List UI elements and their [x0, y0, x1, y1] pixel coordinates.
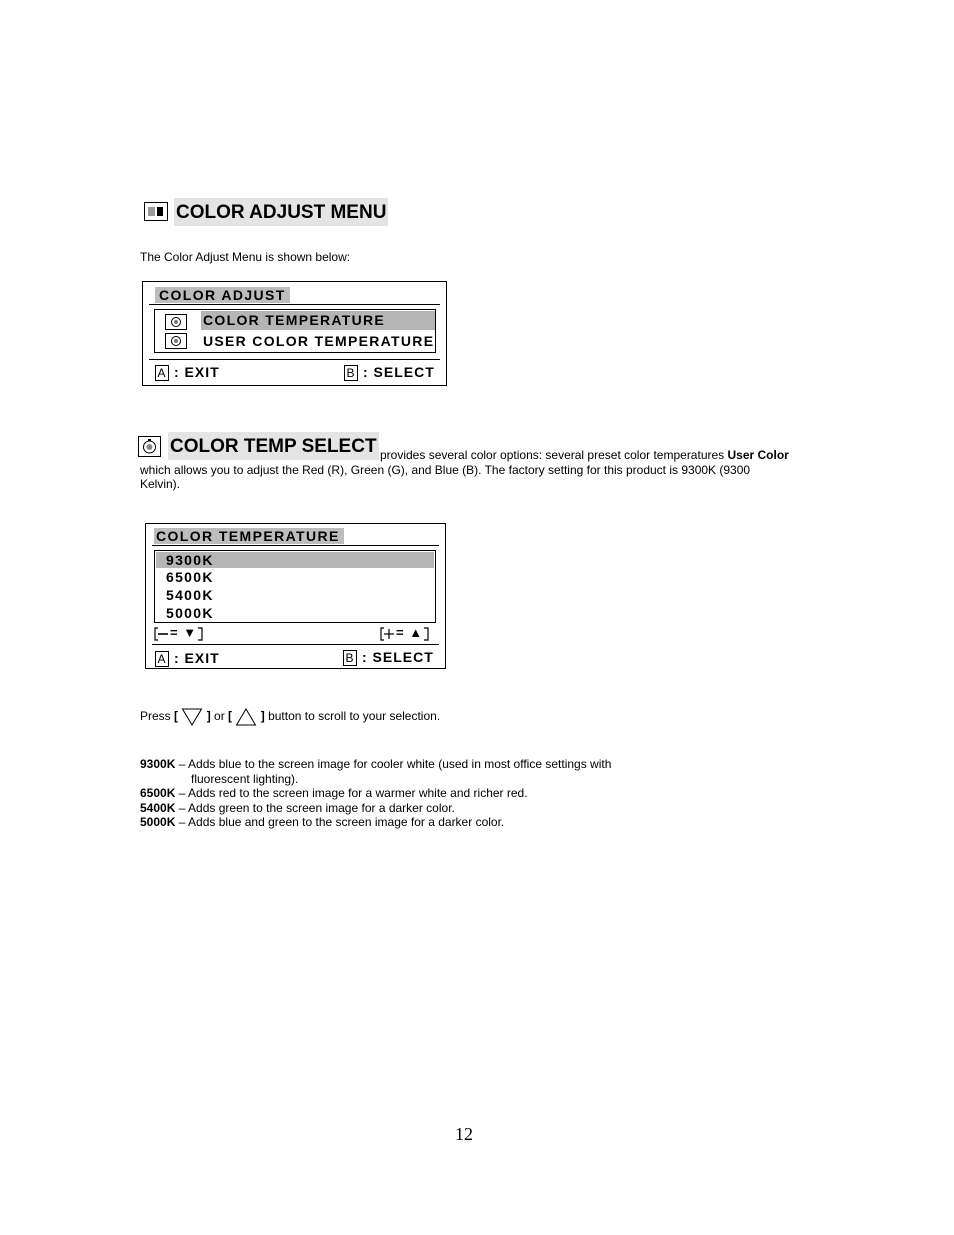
key-a: A [155, 651, 169, 667]
term: 5000K [140, 815, 176, 829]
option-label: 5000K [166, 605, 214, 621]
key-b: B [343, 650, 357, 666]
section-heading-color-adjust: COLOR ADJUST MENU [174, 198, 388, 226]
option-label: 6500K [166, 569, 214, 585]
plus-hint-label: = ▲ [396, 625, 424, 640]
select-label: : SELECT [363, 364, 435, 380]
bracket: ] [206, 709, 211, 723]
color-adjust-icon [144, 202, 168, 221]
section-heading-color-temp-select: COLOR TEMP SELECT [168, 432, 379, 460]
menu-item-user-color-temperature[interactable] [201, 332, 434, 351]
option-6500k[interactable] [166, 569, 214, 585]
description: – Adds green to the screen image for a darker color. [175, 800, 455, 815]
key-a: A [155, 365, 169, 381]
exit-label: : EXIT [174, 650, 220, 666]
description: – Adds red to the screen image for a warmer white and richer red. [175, 786, 528, 800]
osd-title: COLOR TEMPERATURE [154, 528, 344, 544]
press-text: or [210, 709, 229, 723]
select-hint[interactable] [344, 364, 435, 381]
key-b: B [344, 365, 358, 381]
bracket: [ [174, 709, 179, 723]
option-label: 9300K [166, 552, 214, 568]
exit-label: : EXIT [174, 364, 220, 380]
color-temp-paragraph [140, 448, 790, 492]
osd-color-adjust [142, 281, 447, 386]
bracket-close-icon [423, 627, 429, 641]
press-instruction [140, 705, 440, 727]
minus-key-icon [154, 627, 170, 641]
term: 9300K [140, 757, 176, 771]
divider [149, 359, 440, 360]
press-text: button to scroll to your selection. [264, 709, 441, 723]
up-triangle-icon [235, 707, 257, 727]
divider [152, 644, 439, 645]
option-9300k[interactable] [156, 552, 434, 568]
paragraph-text: provides several color options: several preset color temperatures [380, 448, 728, 462]
user-color-icon [165, 333, 187, 349]
list-item [140, 815, 760, 830]
description-list [140, 757, 760, 830]
page-number: 12 [455, 1124, 473, 1144]
osd-item-list [154, 309, 436, 353]
minus-hint[interactable] [154, 625, 203, 641]
osd-title: COLOR ADJUST [155, 287, 290, 303]
exit-hint[interactable] [155, 650, 220, 667]
list-item [140, 757, 760, 772]
divider [149, 304, 440, 305]
paragraph-text: which allows you to adjust the Red (R), Green (G), and Blue (B). The factory setting for this product is 9300K (9300 Kelvin). [140, 462, 751, 491]
term: 6500K [140, 786, 176, 800]
description: – Adds blue to the screen image for cooler white (used in most office settings with [175, 757, 612, 771]
intro-text: The Color Adjust Menu is shown below: [140, 250, 351, 264]
term: 5400K [140, 800, 176, 815]
select-label: : SELECT [362, 649, 434, 665]
down-triangle-icon [181, 707, 203, 727]
press-text: Press [140, 709, 175, 723]
select-hint[interactable] [343, 649, 434, 666]
list-item-continuation: fluorescent lighting). [191, 771, 299, 786]
bracket-close-icon [197, 627, 203, 641]
menu-item-color-temperature[interactable] [201, 311, 435, 330]
menu-item-label: USER COLOR TEMPERATURE [203, 333, 435, 349]
minus-hint-label: = ▼ [170, 625, 198, 640]
list-item [140, 801, 760, 816]
plus-key-icon [380, 627, 396, 641]
list-item [140, 786, 760, 801]
osd-color-temperature [145, 523, 446, 669]
menu-item-label: COLOR TEMPERATURE [203, 312, 386, 328]
exit-hint[interactable] [155, 364, 220, 381]
bold-term: User Color [727, 448, 789, 462]
option-label: 5400K [166, 587, 214, 603]
bracket: [ [228, 709, 233, 723]
option-5400k[interactable] [166, 587, 214, 603]
bracket: ] [260, 709, 265, 723]
divider [152, 545, 439, 546]
description: – Adds blue and green to the screen image for a darker color. [175, 815, 505, 829]
color-temp-icon [165, 314, 187, 330]
option-5000k[interactable] [166, 605, 214, 621]
plus-hint[interactable] [380, 625, 429, 641]
option-list [154, 550, 436, 623]
